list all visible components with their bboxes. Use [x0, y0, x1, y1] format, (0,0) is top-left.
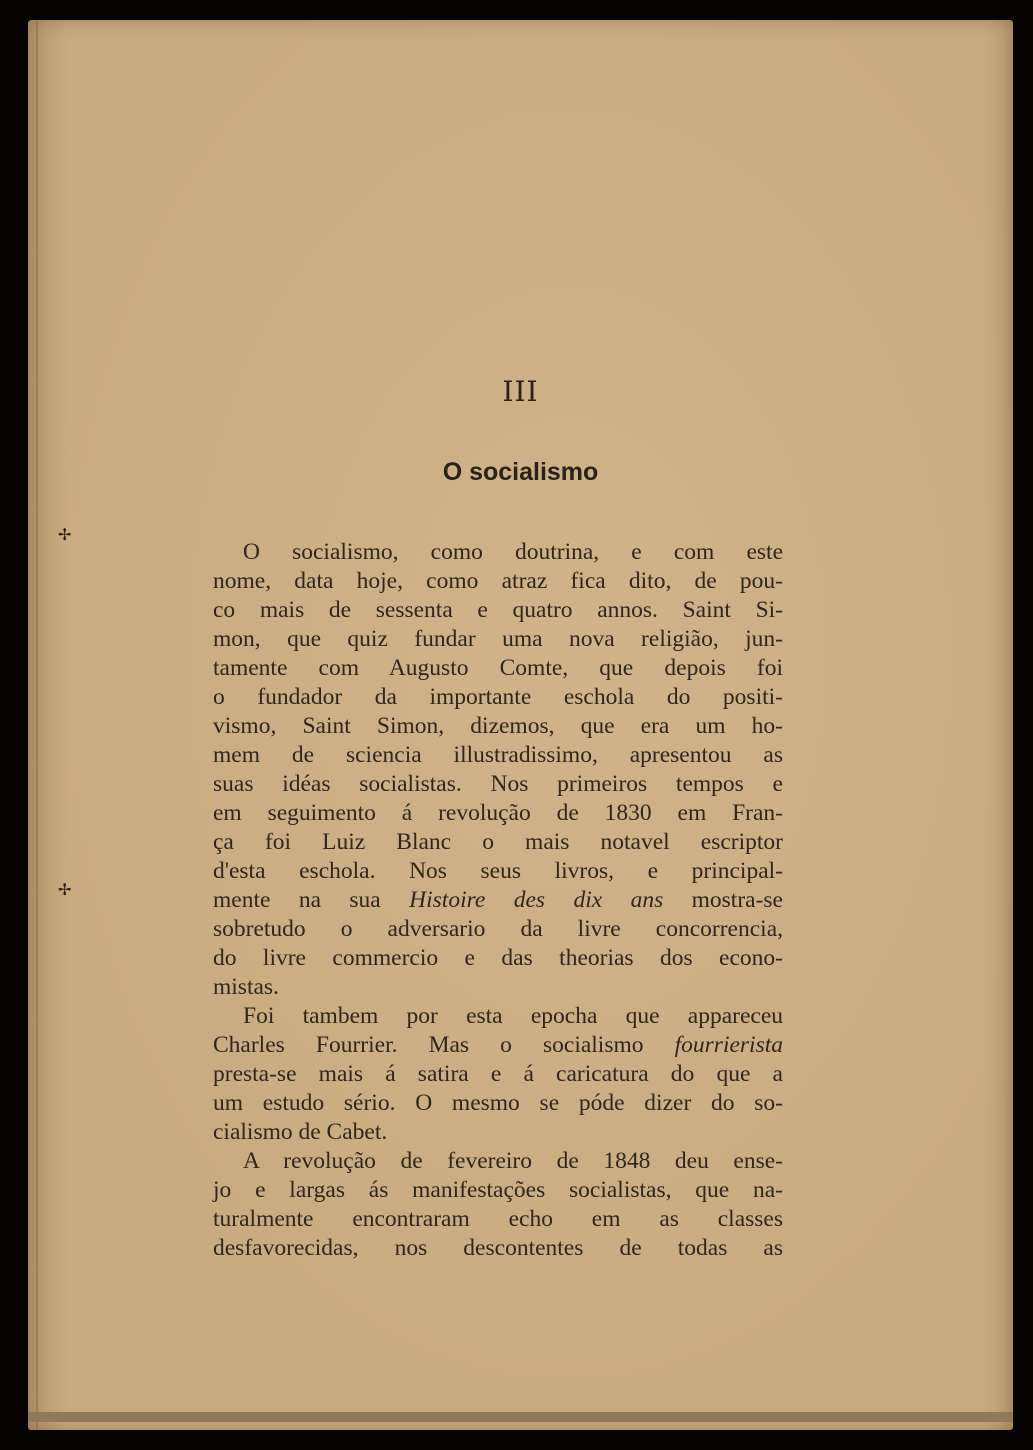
- text-line: nome, data hoje, como atraz fica dito, de pou-: [213, 568, 783, 594]
- text-line: tamente com Augusto Comte, que depois foi: [213, 655, 783, 681]
- text-segment: mostra-se: [691, 887, 783, 913]
- text-line: presta-se mais á satira e á caricatura do que a: [213, 1061, 783, 1087]
- page-fold-line: [36, 20, 38, 1430]
- text-line: desfavorecidas, nos descontentes de todas as: [213, 1235, 783, 1261]
- text-segment: Charles Fourrier. Mas o socialismo: [213, 1032, 644, 1058]
- text-line: ça foi Luiz Blanc o mais notavel escriptor: [213, 829, 783, 855]
- text-line: jo e largas ás manifestações socialistas, que na-: [213, 1177, 783, 1203]
- body-text: [213, 538, 783, 1263]
- text-line: d'esta eschola. Nos seus livros, e principal-: [213, 858, 783, 884]
- text-line: mistas.: [213, 974, 279, 1000]
- chapter-number: III: [502, 375, 539, 408]
- text-line: turalmente encontraram echo em as classes: [213, 1206, 783, 1232]
- italic-book-title: Histoire des dix ans: [409, 887, 664, 913]
- text-line: suas idéas socialistas. Nos primeiros tempos e: [213, 771, 783, 797]
- text-line: do livre commercio e das theorias dos econo-: [213, 945, 783, 971]
- text-line: um estudo sério. O mesmo se póde dizer do so-: [213, 1090, 783, 1116]
- text-line: cialismo de Cabet.: [213, 1119, 388, 1145]
- text-line: vismo, Saint Simon, dizemos, que era um ho-: [213, 713, 783, 739]
- margin-mark-icon: ✢: [58, 880, 72, 899]
- text-segment: mente na sua: [213, 887, 381, 913]
- chapter-title: O socialismo: [442, 458, 599, 486]
- text-line: mon, que quiz fundar uma nova religião, jun-: [213, 626, 783, 652]
- page-bottom-edge: [28, 1412, 1013, 1422]
- text-line-with-italic: [213, 886, 783, 915]
- text-line: em seguimento á revolução de 1830 em Fran-: [213, 800, 783, 826]
- text-line: A revolução de fevereiro de 1848 deu ense-: [243, 1148, 783, 1174]
- text-line: mem de sciencia illustradissimo, apresentou as: [213, 742, 783, 768]
- book-page: [28, 20, 1013, 1430]
- text-line: o fundador da importante eschola do positi-: [213, 684, 783, 710]
- text-line: sobretudo o adversario da livre concorrencia,: [213, 916, 783, 942]
- text-line: co mais de sessenta e quatro annos. Saint Si-: [213, 597, 783, 623]
- italic-term: fourrierista: [674, 1032, 784, 1058]
- text-line-with-italic: [213, 1031, 783, 1060]
- margin-mark-icon: ✢: [58, 525, 72, 544]
- text-line: Foi tambem por esta epocha que appareceu: [243, 1003, 783, 1029]
- text-line: O socialismo, como doutrina, e com este: [243, 539, 783, 565]
